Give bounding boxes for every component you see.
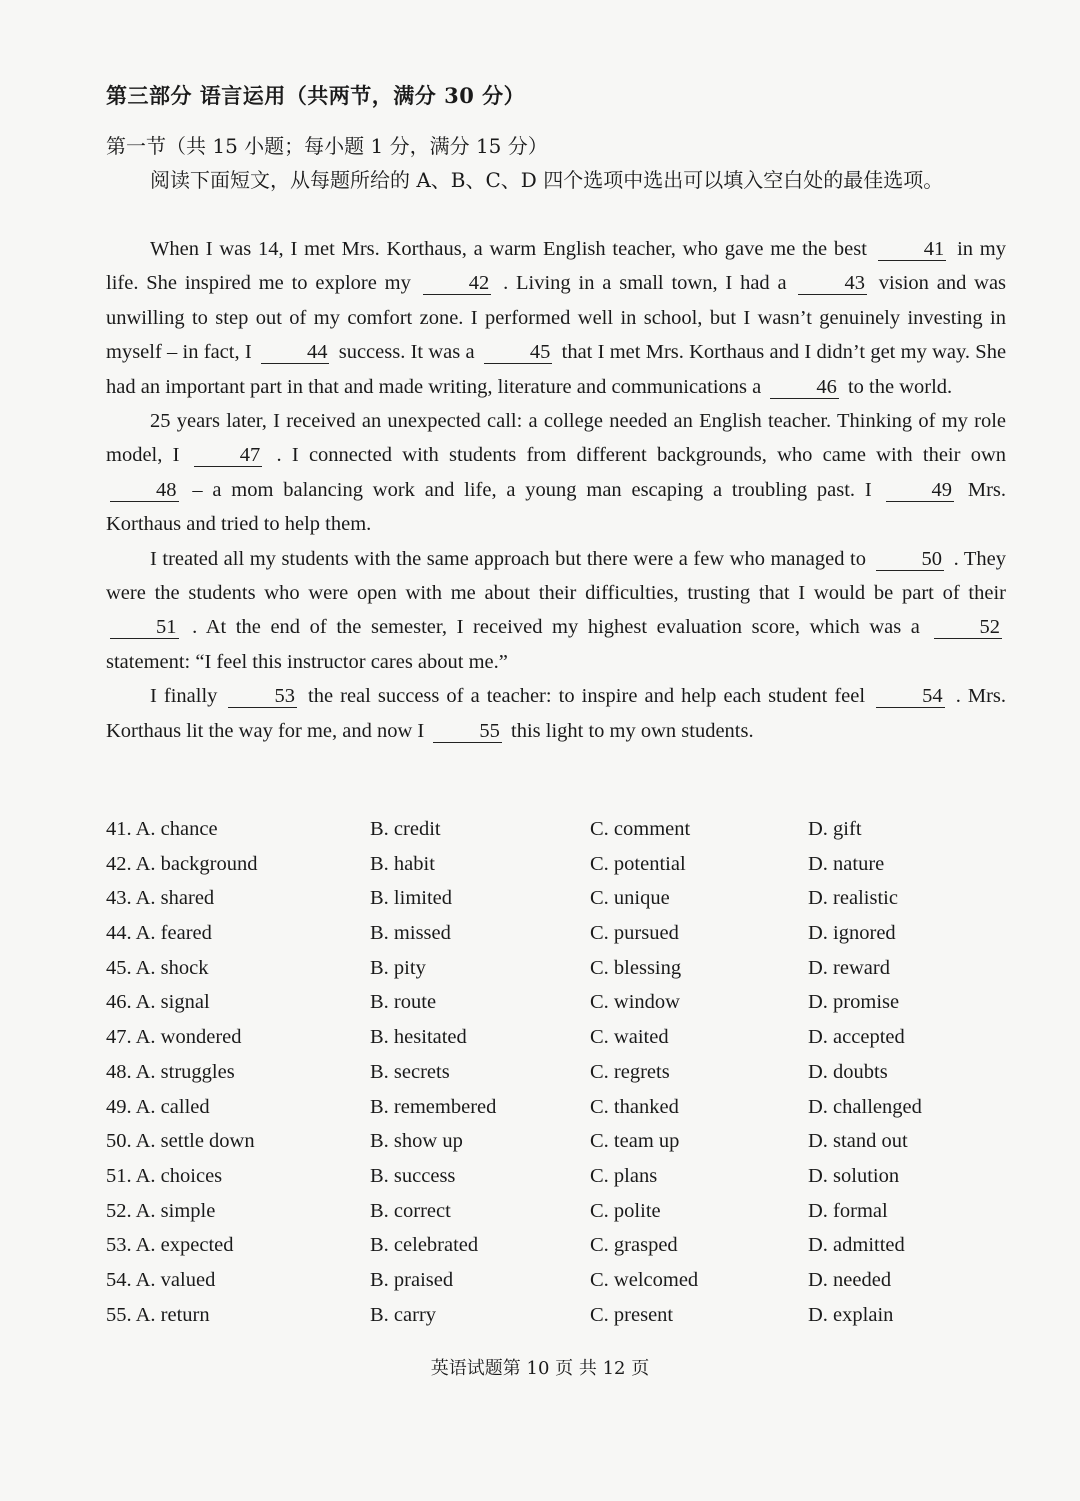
option-row — [106, 1130, 1006, 1165]
option-b[interactable]: B. limited — [370, 887, 452, 910]
option-b[interactable]: B. carry — [370, 1303, 437, 1326]
part-title: 第三部分 语言运用（共两节，满分 30 分） — [106, 83, 526, 108]
blank-55[interactable]: 55 — [433, 720, 502, 743]
passage-text: to the world. — [847, 375, 953, 398]
passage-text: Mrs. Korthaus and tried to help them. — [106, 478, 1007, 536]
option-d[interactable]: D. ignored — [808, 922, 896, 945]
option-a[interactable]: 49. A. called — [106, 1095, 210, 1118]
answer-options — [106, 818, 1006, 1338]
option-c[interactable]: C. unique — [590, 887, 670, 910]
passage-text: . They were the students who were open with me about their difficulties, trusting that I would be part of their — [106, 547, 1006, 605]
option-b[interactable]: B. success — [370, 1164, 456, 1187]
option-a[interactable]: 46. A. signal — [106, 991, 210, 1014]
option-d[interactable]: D. challenged — [808, 1095, 922, 1118]
option-row — [106, 818, 1006, 853]
option-b[interactable]: B. remembered — [370, 1095, 497, 1118]
option-d[interactable]: D. gift — [808, 818, 862, 840]
blank-54[interactable]: 54 — [876, 685, 945, 708]
option-d[interactable]: D. admitted — [808, 1234, 905, 1257]
option-c[interactable]: C. grasped — [590, 1234, 678, 1257]
option-c[interactable]: C. polite — [590, 1199, 661, 1222]
option-a[interactable]: 48. A. struggles — [106, 1060, 235, 1083]
option-d[interactable]: D. formal — [808, 1199, 888, 1222]
option-c[interactable]: C. present — [590, 1303, 674, 1326]
option-d[interactable]: D. promise — [808, 991, 900, 1014]
blank-45[interactable]: 45 — [484, 341, 553, 364]
option-row — [106, 1234, 1006, 1269]
option-b[interactable]: B. hesitated — [370, 1026, 467, 1049]
option-row — [106, 922, 1006, 957]
blank-51[interactable]: 51 — [110, 616, 179, 639]
passage-text: statement: “I feel this instructor cares about me.” — [106, 650, 508, 673]
instruction: 阅读下面短文，从每题所给的 A、B、C、D 四个选项中选出可以填入空白处的最佳选项。 — [150, 168, 944, 192]
option-c[interactable]: C. team up — [590, 1130, 680, 1153]
option-c[interactable]: C. thanked — [590, 1095, 679, 1118]
option-b[interactable]: B. pity — [370, 956, 426, 979]
blank-48[interactable]: 48 — [110, 479, 179, 502]
option-c[interactable]: C. regrets — [590, 1060, 670, 1083]
passage-text: . At the end of the semester, I received my highest evaluation score, which was a — [192, 616, 920, 639]
option-row — [106, 1026, 1006, 1061]
option-d[interactable]: D. realistic — [808, 887, 898, 910]
blank-46[interactable]: 46 — [770, 376, 839, 399]
option-a[interactable]: 51. A. choices — [106, 1164, 223, 1187]
option-d[interactable]: D. nature — [808, 852, 885, 875]
passage-text: 25 years later, I received an unexpected call: a college needed an English teacher. Thinking of my role model, I — [106, 410, 1006, 467]
option-b[interactable]: B. correct — [370, 1199, 451, 1222]
passage-text: . Living in a small town, I had a — [503, 272, 787, 295]
option-d[interactable]: D. doubts — [808, 1060, 888, 1083]
option-d[interactable]: D. accepted — [808, 1026, 905, 1049]
passage-text: I finally — [150, 685, 218, 708]
blank-47[interactable]: 47 — [194, 444, 263, 467]
option-d[interactable]: D. needed — [808, 1268, 892, 1291]
passage-text: . Mrs. Korthaus lit the way for me, and now I — [106, 685, 1007, 742]
cloze-passage — [106, 232, 1006, 748]
passage-text: When I was 14, I met Mrs. Korthaus, a warm English teacher, who gave me the best — [150, 238, 867, 260]
blank-41[interactable]: 41 — [878, 238, 947, 261]
passage-text: vision and was unwilling to step out of my comfort zone. I performed well in school, but I wasn’t genuinely investing in myself – in fact, I — [106, 272, 1007, 364]
option-row — [106, 853, 1006, 888]
option-b[interactable]: B. praised — [370, 1268, 454, 1291]
option-b[interactable]: B. celebrated — [370, 1234, 479, 1257]
passage-text: the real success of a teacher: to inspire and help each student feel — [308, 685, 866, 708]
option-row — [106, 1061, 1006, 1096]
option-a[interactable]: 53. A. expected — [106, 1234, 234, 1257]
option-c[interactable]: C. window — [590, 991, 680, 1014]
blank-44[interactable]: 44 — [261, 341, 330, 364]
option-c[interactable]: C. potential — [590, 852, 686, 875]
option-row — [106, 887, 1006, 922]
option-d[interactable]: D. stand out — [808, 1130, 908, 1153]
option-row — [106, 1096, 1006, 1131]
option-row — [106, 1165, 1006, 1200]
option-a[interactable]: 55. A. return — [106, 1303, 210, 1326]
page-footer: 英语试题第 10 页 共 12 页 — [430, 1358, 650, 1379]
blank-49[interactable]: 49 — [886, 479, 955, 502]
passage-text: . I connected with students from different backgrounds, who came with their own — [276, 444, 1007, 467]
option-row — [106, 1200, 1006, 1235]
passage-text: this light to my own students. — [511, 719, 754, 742]
passage-text: that I met Mrs. Korthaus and I didn’t get my way. She had an important part in that and made writing, literature and communications a — [106, 341, 1007, 398]
passage-text: success. It was a — [338, 341, 475, 364]
option-a[interactable]: 45. A. shock — [106, 956, 209, 979]
option-a[interactable]: 43. A. shared — [106, 887, 215, 910]
passage-text: – a mom balancing work and life, a young man escaping a troubling past. I — [192, 478, 872, 501]
option-c[interactable]: C. blessing — [590, 956, 682, 979]
passage-text: in my life. She inspired me to explore my — [106, 238, 1006, 295]
section-title: 第一节（共 15 小题；每小题 1 分，满分 15 分） — [106, 134, 548, 158]
paragraph-2 — [106, 404, 1006, 542]
option-a[interactable]: 52. A. simple — [106, 1199, 216, 1222]
option-c[interactable]: C. welcomed — [590, 1268, 699, 1291]
option-b[interactable]: B. show up — [370, 1130, 463, 1153]
option-d[interactable]: D. solution — [808, 1164, 900, 1187]
option-b[interactable]: B. missed — [370, 922, 451, 945]
option-a[interactable]: 44. A. feared — [106, 922, 212, 945]
option-row — [106, 1269, 1006, 1304]
option-c[interactable]: C. comment — [590, 818, 691, 840]
blank-50[interactable]: 50 — [876, 548, 945, 571]
option-a[interactable]: 42. A. background — [106, 852, 258, 875]
blank-42[interactable]: 42 — [423, 272, 492, 295]
option-b[interactable]: B. habit — [370, 852, 435, 875]
option-c[interactable]: C. pursued — [590, 922, 679, 945]
option-row — [106, 991, 1006, 1026]
blank-53[interactable]: 53 — [228, 685, 297, 708]
option-row — [106, 1304, 1006, 1339]
paragraph-1 — [106, 232, 1006, 404]
paragraph-3 — [106, 542, 1006, 680]
passage-text: I treated all my students with the same approach but there were a few who managed to — [150, 547, 866, 570]
paragraph-4 — [106, 679, 1006, 748]
option-a[interactable]: 50. A. settle down — [106, 1130, 255, 1153]
option-c[interactable]: C. plans — [590, 1164, 658, 1187]
option-b[interactable]: B. route — [370, 991, 437, 1014]
option-c[interactable]: C. waited — [590, 1026, 669, 1049]
option-a[interactable]: 54. A. valued — [106, 1268, 216, 1291]
blank-43[interactable]: 43 — [798, 272, 867, 295]
blank-52[interactable]: 52 — [934, 616, 1003, 639]
option-b[interactable]: B. credit — [370, 818, 441, 840]
option-d[interactable]: D. explain — [808, 1303, 894, 1326]
option-row — [106, 957, 1006, 992]
option-d[interactable]: D. reward — [808, 956, 890, 979]
option-a[interactable]: 47. A. wondered — [106, 1026, 242, 1049]
option-a[interactable]: 41. A. chance — [106, 818, 218, 840]
option-b[interactable]: B. secrets — [370, 1060, 450, 1083]
